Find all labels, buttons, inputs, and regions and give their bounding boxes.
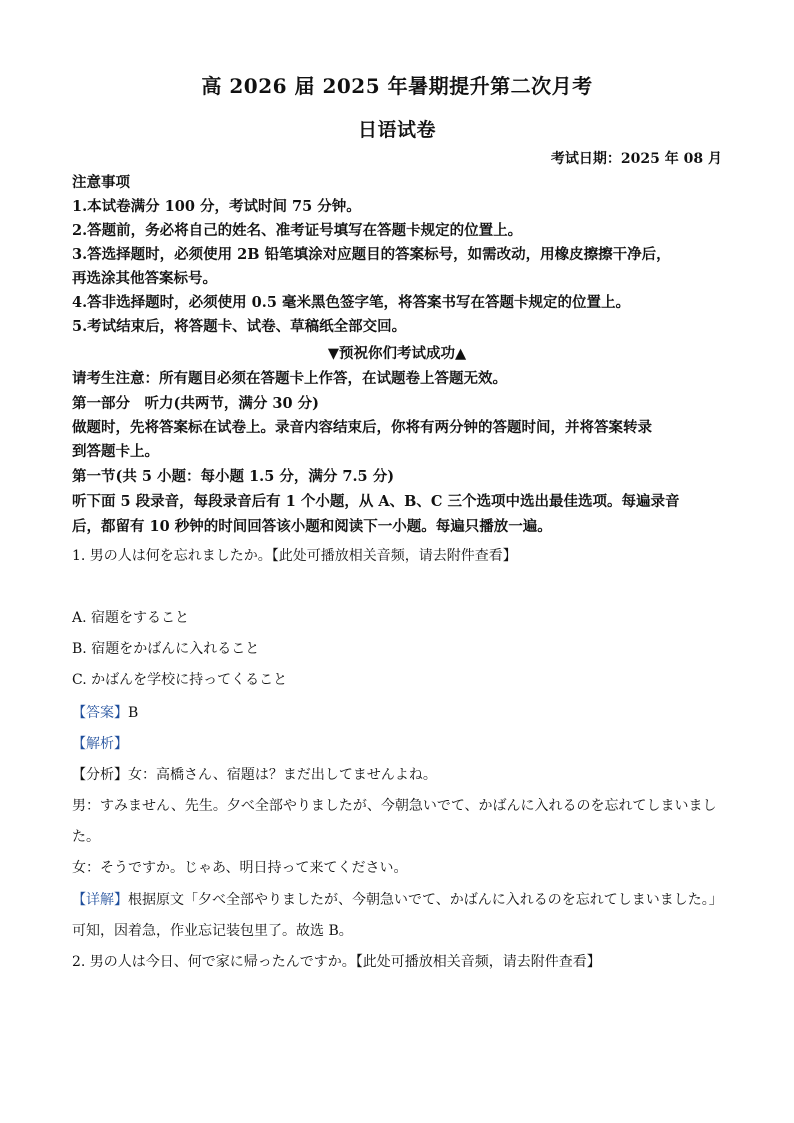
q1-detail <box>72 888 724 912</box>
q1-option-a: A. 宿題をすること <box>72 610 190 626</box>
section1-heading: 第一部分 听力(共两节，满分 30 分) <box>72 395 319 412</box>
q1-option-c: C. かばんを学校に持ってくること <box>72 672 288 688</box>
notice-heading: 注意事项 <box>72 174 130 191</box>
exam-subtitle: 日语试卷 <box>357 119 436 141</box>
fenxi-tag: 【分析】 <box>72 767 128 783</box>
part1-heading: 第一节(共 5 小题：每小题 1.5 分，满分 7.5 分) <box>72 468 395 485</box>
q1-dialogue-3: 女：そうですか。じゃあ、明日持って来てください。 <box>72 860 408 876</box>
part1-instructions-1: 听下面 5 段录音，每段录音后有 1 个小题，从 A、B、C 三个选项中选出最佳选项。每遍录音 <box>72 493 680 510</box>
notice-item-5: 5.考试结束后，将答题卡、试卷、草稿纸全部交回。 <box>72 318 407 335</box>
detail-tag: 【详解】 <box>72 892 128 908</box>
part1-instructions-2: 后，都留有 10 秒钟的时间回答该小题和阅读下一小题。每遍只播放一遍。 <box>72 518 552 535</box>
q1-answer <box>72 701 724 725</box>
notice-wish: ▼预祝你们考试成功▲ <box>327 345 467 362</box>
answer-value: B <box>128 705 139 721</box>
detail-text: 根据原文「夕べ全部やりましたが、今朝急いでて、かばんに入れるのを忘れてしまいました。」 <box>128 892 723 908</box>
notice-item-4: 4.答非选择题时，必须使用 0.5 毫米黑色签字笔，将答案书写在答题卡规定的位置上。 <box>72 294 630 311</box>
q1-dialogue-2-cont: た。 <box>72 829 100 845</box>
question-2: 2. 男の人は今日、何で家に帰ったんですか。【此处可播放相关音频，请去附件查看】 <box>72 954 601 970</box>
answer-tag: 【答案】 <box>72 705 128 721</box>
question-1: 1. 男の人は何を忘れましたか。【此处可播放相关音频，请去附件查看】 <box>72 548 517 564</box>
notice-item-1: 1.本试卷满分 100 分，考试时间 75 分钟。 <box>72 198 361 215</box>
q1-conclusion: 可知，因着急，作业忘记装包里了。故选 B。 <box>72 923 353 939</box>
q1-dialogue-1 <box>72 763 724 787</box>
q1-option-b: B. 宿題をかばんに入れること <box>72 641 260 657</box>
notice-item-3-cont: 再选涂其他答案标号。 <box>72 270 217 287</box>
exam-date: 考试日期：2025 年 08 月 <box>550 151 722 167</box>
analysis-tag: 【解析】 <box>72 736 128 752</box>
exam-title: 高 2026 届 2025 年暑期提升第二次月考 <box>201 74 593 98</box>
q1-dialogue-2: 男：すみません、先生。夕べ全部やりましたが、今朝急いでて、かばんに入れるのを忘れてしまいまし <box>72 798 717 814</box>
dialogue-line: 女：高橋さん、宿題は？まだ出してませんよね。 <box>128 767 437 783</box>
notice-warning: 请考生注意：所有题目必须在答题卡上作答，在试题卷上答题无效。 <box>72 370 507 387</box>
notice-item-3: 3.答选择题时，必须使用 2B 铅笔填涂对应题目的答案标号，如需改动，用橡皮擦擦干净后， <box>72 246 671 263</box>
notice-item-2: 2.答题前，务必将自己的姓名、准考证号填写在答题卡规定的位置上。 <box>72 222 523 239</box>
section1-desc-2: 到答题卡上。 <box>72 443 159 460</box>
section1-desc-1: 做题时，先将答案标在试卷上。录音内容结束后，你将有两分钟的答题时间，并将答案转录 <box>72 419 652 436</box>
